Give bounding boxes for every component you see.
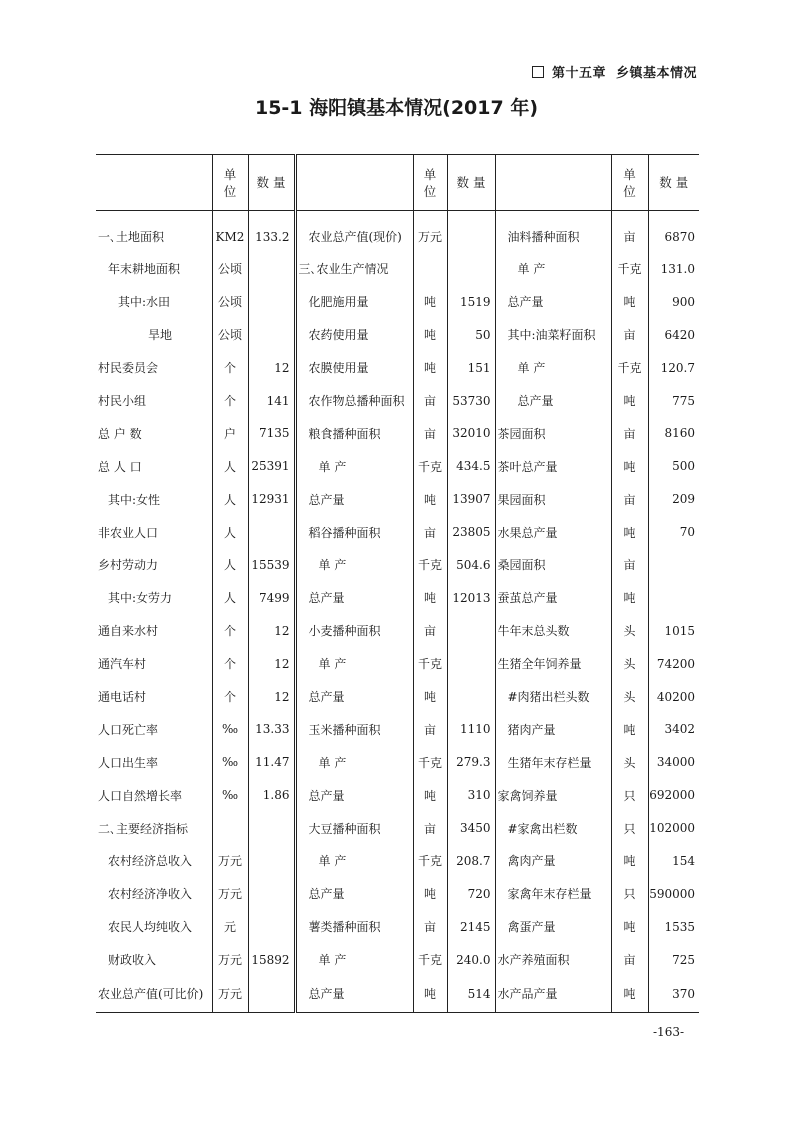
item-unit: 吨 (413, 483, 447, 516)
table-row (96, 253, 699, 286)
item-quantity: 370 (648, 976, 699, 1012)
item-quantity: 74200 (648, 647, 699, 680)
item-quantity: 1519 (447, 285, 495, 318)
item-unit: 千克 (413, 647, 447, 680)
item-quantity (248, 812, 295, 845)
item-unit: 公顷 (212, 253, 248, 286)
item-unit: 亩 (611, 318, 648, 351)
item-unit: 头 (611, 614, 648, 647)
item-unit: 万元 (212, 877, 248, 910)
item-unit: 亩 (611, 943, 648, 976)
item-unit: 吨 (611, 285, 648, 318)
item-name: 旱地 (148, 328, 173, 343)
table-row (96, 647, 699, 680)
item-unit: 亩 (413, 713, 447, 746)
item-unit: 亩 (413, 384, 447, 417)
item-name: 人口死亡率 (98, 722, 159, 737)
table-row (96, 450, 699, 483)
item-name: 总 人 口 (98, 459, 142, 474)
table-row (96, 285, 699, 318)
item-name: 水果总产量 (495, 516, 611, 549)
item-quantity: 102000 (648, 812, 699, 845)
table-row (96, 779, 699, 812)
item-name: 单 产 (295, 450, 413, 483)
table-row (96, 680, 699, 713)
item-name: 蚕茧总产量 (495, 581, 611, 614)
item-name: 总产量 (495, 285, 611, 318)
item-quantity: 34000 (648, 746, 699, 779)
item-quantity: 1015 (648, 614, 699, 647)
item-quantity: 3402 (648, 713, 699, 746)
table-row (96, 812, 699, 845)
item-name: 单 产 (495, 351, 611, 384)
item-quantity: 131.0 (648, 253, 699, 286)
item-quantity: 70 (648, 516, 699, 549)
item-quantity (248, 318, 295, 351)
item-quantity: 775 (648, 384, 699, 417)
item-name: 油料播种面积 (495, 211, 611, 253)
item-quantity: 12 (248, 680, 295, 713)
item-quantity: 151 (447, 351, 495, 384)
table-row (96, 581, 699, 614)
item-unit: 公顷 (212, 285, 248, 318)
item-name: 玉米播种面积 (295, 713, 413, 746)
item-name: #肉猪出栏头数 (495, 680, 611, 713)
header-quantity: 数 量 (648, 155, 699, 211)
item-name: 禽肉产量 (495, 845, 611, 878)
item-name: 农药使用量 (295, 318, 413, 351)
item-unit: 千克 (413, 549, 447, 582)
item-quantity (248, 976, 295, 1012)
item-quantity (447, 647, 495, 680)
item-quantity: 7499 (248, 581, 295, 614)
item-unit: 人 (212, 450, 248, 483)
item-name: 其中:女劳力 (108, 591, 173, 606)
item-quantity: 2145 (447, 910, 495, 943)
item-name: 村民小组 (98, 394, 147, 408)
statistics-table-wrapper (96, 154, 699, 1013)
item-quantity (447, 680, 495, 713)
table-row (96, 318, 699, 351)
item-unit: 吨 (611, 713, 648, 746)
table-row (96, 877, 699, 910)
item-unit: 吨 (413, 581, 447, 614)
item-quantity: 1110 (447, 713, 495, 746)
item-name: 牛年末总头数 (495, 614, 611, 647)
chapter-label: 第十五章 (551, 66, 606, 81)
table-row (96, 417, 699, 450)
item-name: 农业总产值(现价) (295, 211, 413, 253)
item-quantity: 240.0 (447, 943, 495, 976)
header-name-col (295, 155, 413, 211)
item-unit: 吨 (413, 351, 447, 384)
item-name: 水产品产量 (495, 976, 611, 1012)
table-row (96, 746, 699, 779)
item-unit: 亩 (413, 614, 447, 647)
table-row (96, 351, 699, 384)
item-unit: 吨 (413, 318, 447, 351)
item-quantity: 12 (248, 647, 295, 680)
item-name: 人口出生率 (98, 755, 159, 770)
table-row (96, 614, 699, 647)
item-name: 人口自然增长率 (98, 788, 183, 803)
table-row (96, 845, 699, 878)
running-head (532, 62, 697, 81)
item-unit: 吨 (413, 976, 447, 1012)
item-name: 三､农业生产情况 (295, 253, 413, 286)
item-name: 单 产 (295, 746, 413, 779)
item-quantity (447, 253, 495, 286)
item-unit: 千克 (611, 351, 648, 384)
item-quantity: 12931 (248, 483, 295, 516)
item-name: 二､主要经济指标 (98, 821, 189, 836)
item-unit: 公顷 (212, 318, 248, 351)
item-unit: 个 (212, 614, 248, 647)
table-row (96, 943, 699, 976)
item-quantity (248, 253, 295, 286)
item-name: 总产量 (295, 680, 413, 713)
item-unit: ‰ (212, 713, 248, 746)
header-name-col (495, 155, 611, 211)
item-name: 通电话村 (98, 690, 147, 705)
item-name: 农村经济总收入 (108, 854, 193, 869)
item-quantity: 3450 (447, 812, 495, 845)
item-unit: 吨 (611, 450, 648, 483)
item-quantity: 120.7 (648, 351, 699, 384)
item-name: 其中:油菜籽面积 (495, 318, 611, 351)
page-number: -163- (653, 1025, 685, 1039)
item-name: 总产量 (495, 384, 611, 417)
item-quantity: 7135 (248, 417, 295, 450)
item-name: 单 产 (295, 845, 413, 878)
item-quantity: 50 (447, 318, 495, 351)
item-unit: 亩 (413, 812, 447, 845)
item-quantity: 279.3 (447, 746, 495, 779)
item-name: #家禽出栏数 (495, 812, 611, 845)
item-quantity (248, 845, 295, 878)
table-row (96, 384, 699, 417)
item-name: 农业总产值(可比价) (98, 987, 204, 1002)
item-quantity: 500 (648, 450, 699, 483)
item-unit: 吨 (611, 976, 648, 1012)
item-unit: 吨 (611, 845, 648, 878)
table-header (96, 155, 699, 211)
item-name: 粮食播种面积 (295, 417, 413, 450)
item-unit: 个 (212, 384, 248, 417)
item-quantity: 11.47 (248, 746, 295, 779)
item-quantity: 12013 (447, 581, 495, 614)
item-quantity: 12 (248, 614, 295, 647)
item-unit: 人 (212, 483, 248, 516)
item-name: 财政收入 (108, 953, 157, 968)
item-unit: 千克 (413, 845, 447, 878)
item-unit: 吨 (413, 285, 447, 318)
item-name: 桑园面积 (495, 549, 611, 582)
item-quantity: 504.6 (447, 549, 495, 582)
item-quantity: 209 (648, 483, 699, 516)
item-name: 稻谷播种面积 (295, 516, 413, 549)
item-unit: 亩 (611, 211, 648, 253)
item-name: 单 产 (495, 253, 611, 286)
item-name: 总 户 数 (98, 426, 142, 441)
item-quantity (447, 211, 495, 253)
item-quantity: 208.7 (447, 845, 495, 878)
item-name: 总产量 (295, 779, 413, 812)
item-name: 大豆播种面积 (295, 812, 413, 845)
item-unit: 吨 (611, 384, 648, 417)
item-name: 禽蛋产量 (495, 910, 611, 943)
item-quantity: 154 (648, 845, 699, 878)
item-unit: 亩 (413, 516, 447, 549)
item-unit: 万元 (413, 211, 447, 253)
item-name: 单 产 (295, 943, 413, 976)
table-row (96, 910, 699, 943)
item-quantity: 725 (648, 943, 699, 976)
item-name: 家禽年末存栏量 (495, 877, 611, 910)
statistics-table (96, 154, 699, 1013)
item-name: 家禽饲养量 (495, 779, 611, 812)
item-unit: 亩 (413, 417, 447, 450)
item-name: 总产量 (295, 976, 413, 1012)
item-name: 生猪年末存栏量 (495, 746, 611, 779)
item-name: 农作物总播种面积 (295, 384, 413, 417)
item-quantity: 23805 (447, 516, 495, 549)
item-quantity: 692000 (648, 779, 699, 812)
table-row (96, 483, 699, 516)
item-name: 单 产 (295, 647, 413, 680)
table-body (96, 211, 699, 1013)
item-name: 总产量 (295, 483, 413, 516)
item-quantity (447, 614, 495, 647)
item-name: 村民委员会 (98, 361, 159, 376)
item-quantity: 15539 (248, 549, 295, 582)
item-unit: 只 (611, 877, 648, 910)
item-name: 通自来水村 (98, 624, 159, 639)
item-quantity (648, 581, 699, 614)
item-name: 单 产 (295, 549, 413, 582)
item-quantity: 25391 (248, 450, 295, 483)
square-icon (532, 66, 544, 78)
item-quantity: 514 (447, 976, 495, 1012)
item-quantity: 13907 (447, 483, 495, 516)
item-unit: 千克 (413, 746, 447, 779)
item-quantity: 1.86 (248, 779, 295, 812)
header-unit: 单 位 (212, 155, 248, 211)
item-unit: ‰ (212, 779, 248, 812)
item-quantity: 1535 (648, 910, 699, 943)
item-name: 一､土地面积 (98, 230, 165, 245)
item-name: 农村经济净收入 (108, 887, 193, 902)
table-row (96, 516, 699, 549)
item-name: 其中:女性 (108, 492, 161, 507)
item-quantity (248, 910, 295, 943)
table-row (96, 713, 699, 746)
item-name: 猪肉产量 (495, 713, 611, 746)
item-unit: 吨 (413, 877, 447, 910)
item-quantity (248, 516, 295, 549)
item-quantity: 141 (248, 384, 295, 417)
section-label: 乡镇基本情况 (615, 66, 697, 81)
item-unit (212, 812, 248, 845)
item-unit: 亩 (611, 483, 648, 516)
table-row (96, 549, 699, 582)
item-unit: 亩 (611, 549, 648, 582)
item-unit: 户 (212, 417, 248, 450)
item-name: 茶叶总产量 (495, 450, 611, 483)
item-unit: 万元 (212, 845, 248, 878)
item-name: 生猪全年饲养量 (495, 647, 611, 680)
item-quantity: 590000 (648, 877, 699, 910)
item-unit: 头 (611, 647, 648, 680)
item-unit: 千克 (611, 253, 648, 286)
header-quantity: 数 量 (447, 155, 495, 211)
item-quantity (248, 877, 295, 910)
item-unit: 吨 (413, 779, 447, 812)
item-quantity: 310 (447, 779, 495, 812)
header-unit: 单 位 (413, 155, 447, 211)
item-name: 果园面积 (495, 483, 611, 516)
item-unit: 人 (212, 549, 248, 582)
item-quantity: 12 (248, 351, 295, 384)
item-unit: 万元 (212, 976, 248, 1012)
item-quantity (648, 549, 699, 582)
item-unit: 吨 (413, 680, 447, 713)
item-quantity: 40200 (648, 680, 699, 713)
item-quantity: 434.5 (447, 450, 495, 483)
item-unit: 只 (611, 812, 648, 845)
item-quantity: 6420 (648, 318, 699, 351)
item-unit: 亩 (611, 417, 648, 450)
item-name: 小麦播种面积 (295, 614, 413, 647)
item-name: 总产量 (295, 877, 413, 910)
item-quantity: 15892 (248, 943, 295, 976)
table-row (96, 211, 699, 253)
item-name: 化肥施用量 (295, 285, 413, 318)
item-name: 乡村劳动力 (98, 558, 159, 573)
item-quantity (248, 285, 295, 318)
item-unit: 元 (212, 910, 248, 943)
page-title: 15-1 海阳镇基本情况(2017 年) (254, 97, 539, 119)
item-unit (413, 253, 447, 286)
table-row (96, 976, 699, 1012)
item-quantity: 720 (447, 877, 495, 910)
item-name: 农膜使用量 (295, 351, 413, 384)
item-unit: ‰ (212, 746, 248, 779)
item-unit: 吨 (611, 516, 648, 549)
item-quantity: 6870 (648, 211, 699, 253)
item-unit: 只 (611, 779, 648, 812)
item-unit: 人 (212, 581, 248, 614)
item-quantity: 13.33 (248, 713, 295, 746)
item-name: 年末耕地面积 (108, 262, 181, 277)
item-name: 其中:水田 (118, 295, 171, 310)
item-name: 总产量 (295, 581, 413, 614)
item-unit: 个 (212, 647, 248, 680)
header-unit: 单 位 (611, 155, 648, 211)
item-name: 通汽车村 (98, 657, 147, 672)
item-quantity: 133.2 (248, 211, 295, 253)
item-name: 茶园面积 (495, 417, 611, 450)
item-unit: 亩 (413, 910, 447, 943)
item-quantity: 8160 (648, 417, 699, 450)
item-unit: 吨 (611, 910, 648, 943)
item-quantity: 53730 (447, 384, 495, 417)
item-unit: 头 (611, 680, 648, 713)
header-quantity: 数 量 (248, 155, 295, 211)
item-unit: 个 (212, 680, 248, 713)
item-name: 非农业人口 (98, 525, 159, 540)
item-unit: KM2 (212, 211, 248, 253)
item-name: 水产养殖面积 (495, 943, 611, 976)
item-unit: 头 (611, 746, 648, 779)
item-unit: 吨 (611, 581, 648, 614)
item-unit: 千克 (413, 450, 447, 483)
item-quantity: 900 (648, 285, 699, 318)
header-name-col (96, 155, 212, 211)
item-unit: 千克 (413, 943, 447, 976)
item-unit: 个 (212, 351, 248, 384)
item-name: 农民人均纯收入 (108, 920, 193, 935)
item-unit: 人 (212, 516, 248, 549)
item-quantity: 32010 (447, 417, 495, 450)
item-name: 薯类播种面积 (295, 910, 413, 943)
item-unit: 万元 (212, 943, 248, 976)
